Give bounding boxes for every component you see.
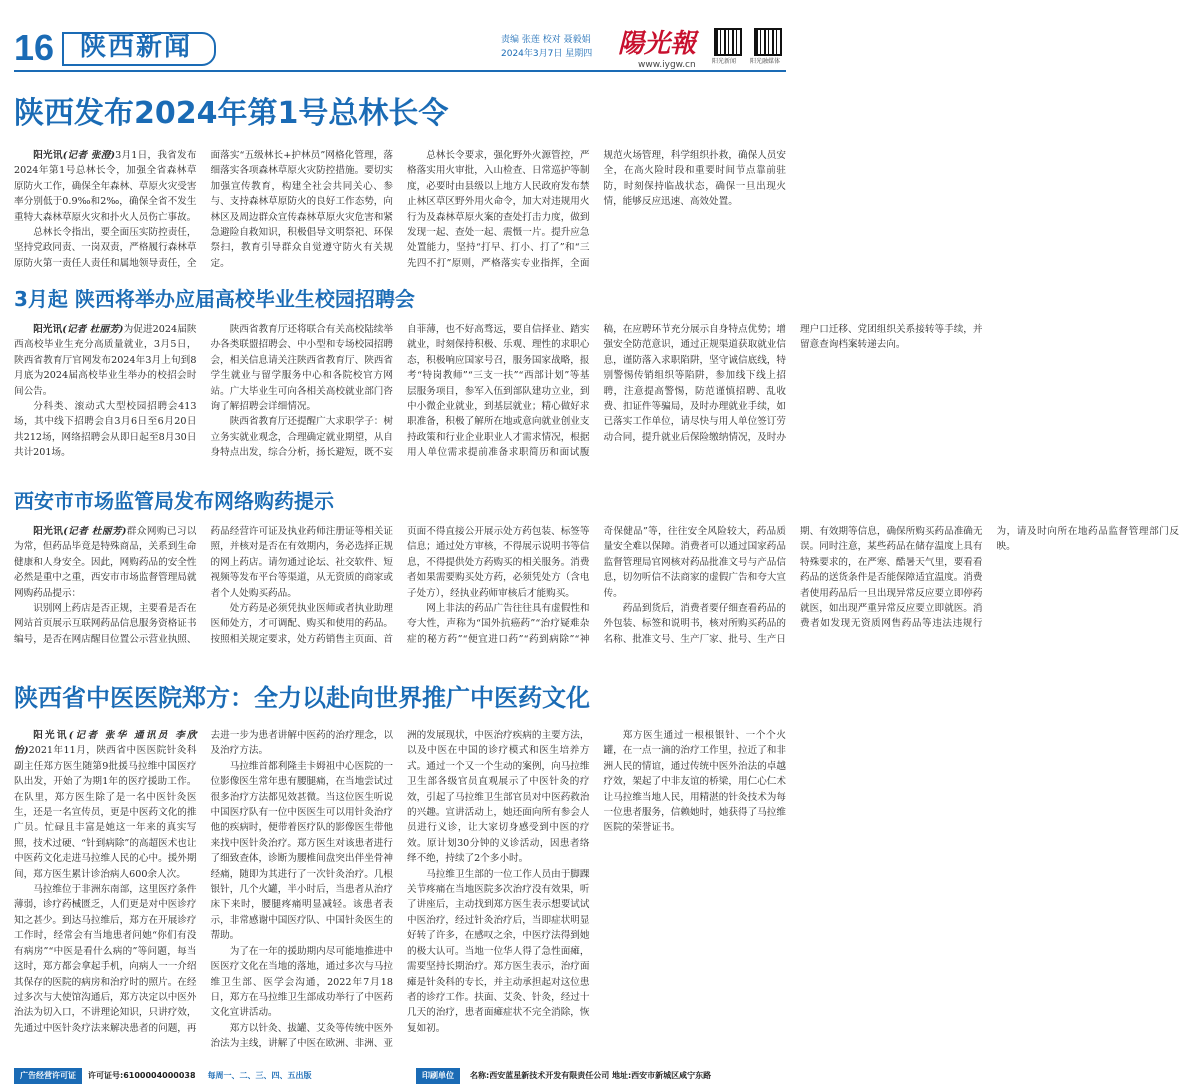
page-header bbox=[14, 26, 786, 72]
qr-label: 阳光融媒体 bbox=[750, 58, 781, 65]
byline: 阳光讯 bbox=[33, 150, 63, 161]
publication-date: 2024年3月7日 星期四 bbox=[501, 49, 593, 59]
section-title: 陕西新闻 bbox=[80, 32, 193, 62]
article-paragraph: 陕西省教育厅还将联合有关高校陆续举办各类联盟招聘会、中小型和专场校园招聘会，相关信息请关注陕西省教育厅、陕西省学生就业与留学服务中心和各院校官方网站。广大毕业生可向各相关高校就业部门咨询了解招聘会详细情况。 bbox=[210, 324, 393, 413]
article-paragraph: 马拉维首都利隆圭卡姆祖中心医院的一位影像医生常年患有腰腿痛，在当地尝试过很多治疗方法都见效甚微。当这位医生听说中国医疗队有一位中医医生可以用针灸治疗他的疾病时，便带着医疗队的影像医生带他来找中医针灸治疗。郑方医生对该患者进行了细致查体，诊断为腰椎间盘突出伴坐骨神经痛，随即为其进行了一次针灸治疗。几根银针，几个火罐，半小时后，当患者从治疗床下来时，腰腿疼痛明显减轻。该患者表示，非常感谢中国医疗队、中国针灸医生的帮助。 bbox=[210, 760, 393, 942]
article-paragraph: 陕西省教育厅还提醒广大求职学子：树立务实就业观念，合理确定就业期望，从自身特点出发，综合分析，扬长避短，既不妄自菲薄，也不好高骛远，要自信择业、踏实就业，时刻保持积极、乐观、理性的求职心态，积极响应国家号召，服务国家战略，报考“特岗教师”“三支一扶”“西部计划”等基层服务项目，参军入伍到部队建功立业，到中小微企业就业，到基层就业；精心做好求职准备，积极了解所在地或意向就业创业支持政策和行业企业职业人才需求情况，根据用人单位需求提前准备求职简历和面试腹稿，在应聘环节充分展示自身特点优势；增强安全防范意识，通过正规渠道获取就业信息，谨防落入求职陷阱，坚守诚信底线，特别警惕传销组织等陷阱，参加线下线上招聘，注意提高警惕，防范谨慎招聘、乱收费、扣证件等骗局，及时办理就业手续，如已落实工作单位，请尽快与用人单位签订劳动合同，提升就业后保险缴纳情况，及时办理户口迁移、党团组织关系接转等手续，并留意查询档案转递去向。 bbox=[210, 324, 983, 459]
print-label: 印刷单位 bbox=[416, 1068, 460, 1084]
article-paragraph bbox=[14, 728, 197, 882]
article-headline: 陕西省中医医院郑方：全力以赴向世界推广中医药文化 bbox=[14, 684, 590, 712]
article-headline: 3月起 陕西将举办应届高校毕业生校园招聘会 bbox=[14, 287, 415, 311]
byline-note: (记者 杜丽芳) bbox=[63, 526, 127, 537]
byline-note: (记者 张华 通讯员 李欣怡) bbox=[14, 730, 197, 757]
article-paragraph: 为了在一年的援助期内尽可能地推进中医医疗文化在当地的落地，通过多次与马拉维卫生部、医学会沟通，2022年7月18日，郑方在马拉维卫生部成功举行了中医药文化宣讲活动。 bbox=[210, 945, 393, 1019]
article-paragraph: 处方药是必须凭执业医师或者执业助理医师处方，才可调配、购买和使用的药品。按照相关规定要求，处方药销售主页面、首页面不得直接公开展示处方药包装、标签等信息；通过处方审核，不得展示说明书等信息，不得提供处方药购买的相关服务。消费者如果需要购买处方药，必须凭处方（含电子处方），经执业药师审核后才能购买。 bbox=[210, 526, 590, 645]
paragraph-text: 为促进2024届陕西高校毕业生充分高质量就业，3月5日，陕西省教育厅官网发布2024年3月上旬到8月底为2024届高校毕业生举办的校招会时间公告。 bbox=[14, 324, 197, 397]
article-paragraph: 总林长令要求，强化野外火源管控，严格落实用火审批，入山检查、日常巡护等制度，必要时由县级以上地方人民政府发布禁止林区草区野外用火命令，加大对违规用火行为及森林草原火案的查处打击力度，做到发现一起、查处一起、震慑一片。提升应急处置能力，坚持“打早、打小、打了”和“三先四不打”原则，严格落实专业指挥，全面规范火场管理，科学组织扑救，确保人员安全，在高火险时段和重要时间节点靠前驻防，时刻保持临战状态，确保一旦出现火情，能够反应迅速、高效处置。 bbox=[407, 150, 786, 269]
article-paragraph: 网上非法的药品广告往往具有虚假性和夸大性，声称为“国外抗癌药”“治疗疑难杂症的秘方药”“便宜进口药”“药到病除”“神奇保健品”等，往往安全风险较大，药品质量安全难以保障。消费者可以通过国家药品监督管理局官网核对药品批准文号与产品信息，切勿听信不法商家的虚假广告和夸大宣传。 bbox=[407, 526, 786, 645]
article-paragraph: 马拉维位于非洲东南部，这里医疗条件薄弱，诊疗药械匮乏，人们更是对中医诊疗知之甚少。到达马拉维后，郑方在开展诊疗工作时，经常会有当地患者问她“你们有没有病房”“中医是看什么病的”等问题，每当这时，郑方都会拿起手机，向病人一一介绍其保存的医院的病房和治疗时的照片。在经过多次与大使馆沟通后，郑方决定以中医外治法为切入口，不讲理论知识，只讲疗效，先通过中医针灸疗法来解决患者的问题，再去进一步为患者讲解中医药的治疗理念，以及治疗方法。 bbox=[14, 730, 393, 1034]
paragraph-text: 3月1日，我省发布2024年第1号总林长令，加强全省森林草原防火工作，确保全年森林、草原火灾受害率分别低于0.9‰和2‰，确保全省不发生重特大森林草原火灾和扑火人员伤亡事故。 bbox=[14, 150, 197, 223]
article-headline: 陕西发布2024年第1号总林长令 bbox=[14, 96, 449, 131]
article-paragraph: 马拉维卫生部的一位工作人员由于脚踝关节疼痛在当地医院多次治疗没有效果，听了讲座后，主动找到郑方医生表示想要试试中医治疗，经过针灸治疗后，当即症状明显好转了许多，在感叹之余，中医疗法得到她的极大认可。当地一位华人得了急性面瘫，需要坚持长期治疗。郑方医生表示，治疗面瘫是针灸科的专长，并主动承担起对这位患者的诊疗工作。扶面、艾灸、针灸，经过十几天的治疗，患者面瘫症状不完全消除，恢复如初。 bbox=[407, 868, 590, 1034]
printer-info: 名称:西安蓝星新技术开发有限责任公司 地址:西安市新城区咸宁东路 bbox=[470, 1071, 712, 1080]
qr-code-icon[interactable] bbox=[714, 28, 742, 56]
byline-note: (记者 杜丽芳) bbox=[62, 324, 124, 335]
qr-code-icon[interactable] bbox=[754, 28, 782, 56]
paragraph-text: 群众网购已习以为常，但药品毕竟是特殊商品，关系到生命健康和人身安全。因此，网购药品的安全性必然是重中之重，西安市市场监督管理局就网购药品提示： bbox=[14, 526, 197, 599]
article-paragraph: 郑方以针灸、拔罐、艾灸等传统中医外治法为主线，讲解了中医在欧洲、非洲、亚洲的发展现状，中医治疗疾病的主要方法，以及中医在中国的诊疗模式和医生培养方式。通过一个又一个生动的案例，向马拉维卫生部各级官员直观展示了中医针灸的疗效，引起了马拉维卫生部官员对中医药救治的兴趣。宣讲活动上，她还面向所有参会人员进行义诊，让大家切身感受到中医的疗效。原计划30分钟的义诊活动，因患者络绎不绝，持续了2个多小时。 bbox=[210, 730, 590, 1050]
website-url[interactable]: www.iygw.cn bbox=[638, 60, 696, 70]
article-body bbox=[14, 524, 1179, 662]
ad-license-label: 广告经营许可证 bbox=[14, 1068, 82, 1084]
byline-note: (记者 张澄) bbox=[62, 150, 116, 161]
article-body bbox=[14, 322, 983, 476]
qr-label: 阳光新闻 bbox=[712, 58, 737, 65]
paragraph-text: 2021年11月，陕西省中医医院针灸科副主任郑方医生随第9批援马拉维中国医疗队出发，开始了为期1年的医疗援助工作。在队里，郑方医生除了是一名中医针灸医生，还是一名宣传员，更是中医药文化的推广员。忙碌且丰富是她这一年来的真实写照，技术过硬、“针到病除”的高超医术也让中医药文化走进马拉维人民的心中。援外期间，郑方医生累计诊治病人600余人次。 bbox=[14, 745, 197, 880]
page-number: 16 bbox=[14, 27, 55, 68]
byline: 阳光讯 bbox=[33, 526, 64, 537]
article-body bbox=[14, 728, 786, 1058]
article-headline: 西安市市场监管局发布网络购药提示 bbox=[14, 489, 334, 513]
byline: 阳光讯 bbox=[33, 730, 69, 741]
article-paragraph bbox=[14, 148, 197, 225]
article-paragraph: 郑方医生通过一根根银针、一个个火罐，在一点一滴的治疗工作里，拉近了和非洲人民的情谊，通过传统中医外治法的卓越疗效，架起了中非友谊的桥梁，用仁心仁术让马拉维当地人民，用精湛的针灸技术为每一位患者服务，信赖她时，她获得了马拉维医院的荣誉证书。 bbox=[603, 730, 786, 834]
license-number: 许可证号:6100004000038 bbox=[88, 1071, 196, 1080]
article-paragraph bbox=[14, 322, 197, 399]
page-footer bbox=[14, 1068, 786, 1084]
article-paragraph bbox=[14, 524, 197, 601]
publication-schedule: 每周一、二、三、四、五出版 bbox=[207, 1071, 312, 1080]
editors-line: 责编 张莲 校对 聂毅娟 bbox=[501, 35, 591, 45]
newspaper-logo: 陽光報 bbox=[618, 29, 697, 59]
article-paragraph: 识别网上药店是否正规，主要看是否在网站首页展示互联网药品信息服务资格证书编号，是否在网店醒目位置公示营业执照、药品经营许可证及执业药师注册证等相关证照，并核对是否在有效期内，务必选择正规的网上药店。请勿通过论坛、社交软件、短视频等发布平台等渠道，从无资质的商家或者个人处购买药品。 bbox=[14, 526, 393, 645]
article-paragraph: 分科类、滚动式大型校园招聘会413场，其中线下招聘会自3月6日至6月20日共212场，网络招聘会从即日起至8月30日共计201场。 bbox=[14, 401, 197, 459]
byline: 阳光讯 bbox=[33, 324, 63, 335]
article-body bbox=[14, 148, 786, 286]
article-paragraph: 药品到货后，消费者要仔细查看药品的外包装、标签和说明书，核对所购买药品的名称、批准文号、生产厂家、批号、生产日期、有效期等信息，确保所购买药品准确无误。同时注意，某些药品在储存温度上具有特殊要求的，在严寒、酷暑天气里，要看看药品的送货条件是否能保障适宜温度。消费者使用药品后一旦出现异常反应要立即停药就医，如出现严重异常反应要立即就医。消费者如发现无资质网售药品等违法违规行为，请及时向所在地药品监督管理部门反映。 bbox=[603, 526, 1179, 645]
article-paragraph: 总林长令指出，要全面压实防控责任，坚持党政同责、一岗双责，严格履行森林草原防火第一责任人责任和属地领导责任，全面落实“五级林长+护林员”网格化管理，落细落实各项森林草原火灾防控措施。要切实加强宣传教育，构建全社会共同关心、参与、支持森林草原防火的良好工作态势，向林区及周边群众宣传森林草原火灾危害和紧急避险自救知识，积极倡导文明祭祀、环保祭扫，教育引导群众自觉遵守防火有关规定。 bbox=[14, 150, 393, 269]
